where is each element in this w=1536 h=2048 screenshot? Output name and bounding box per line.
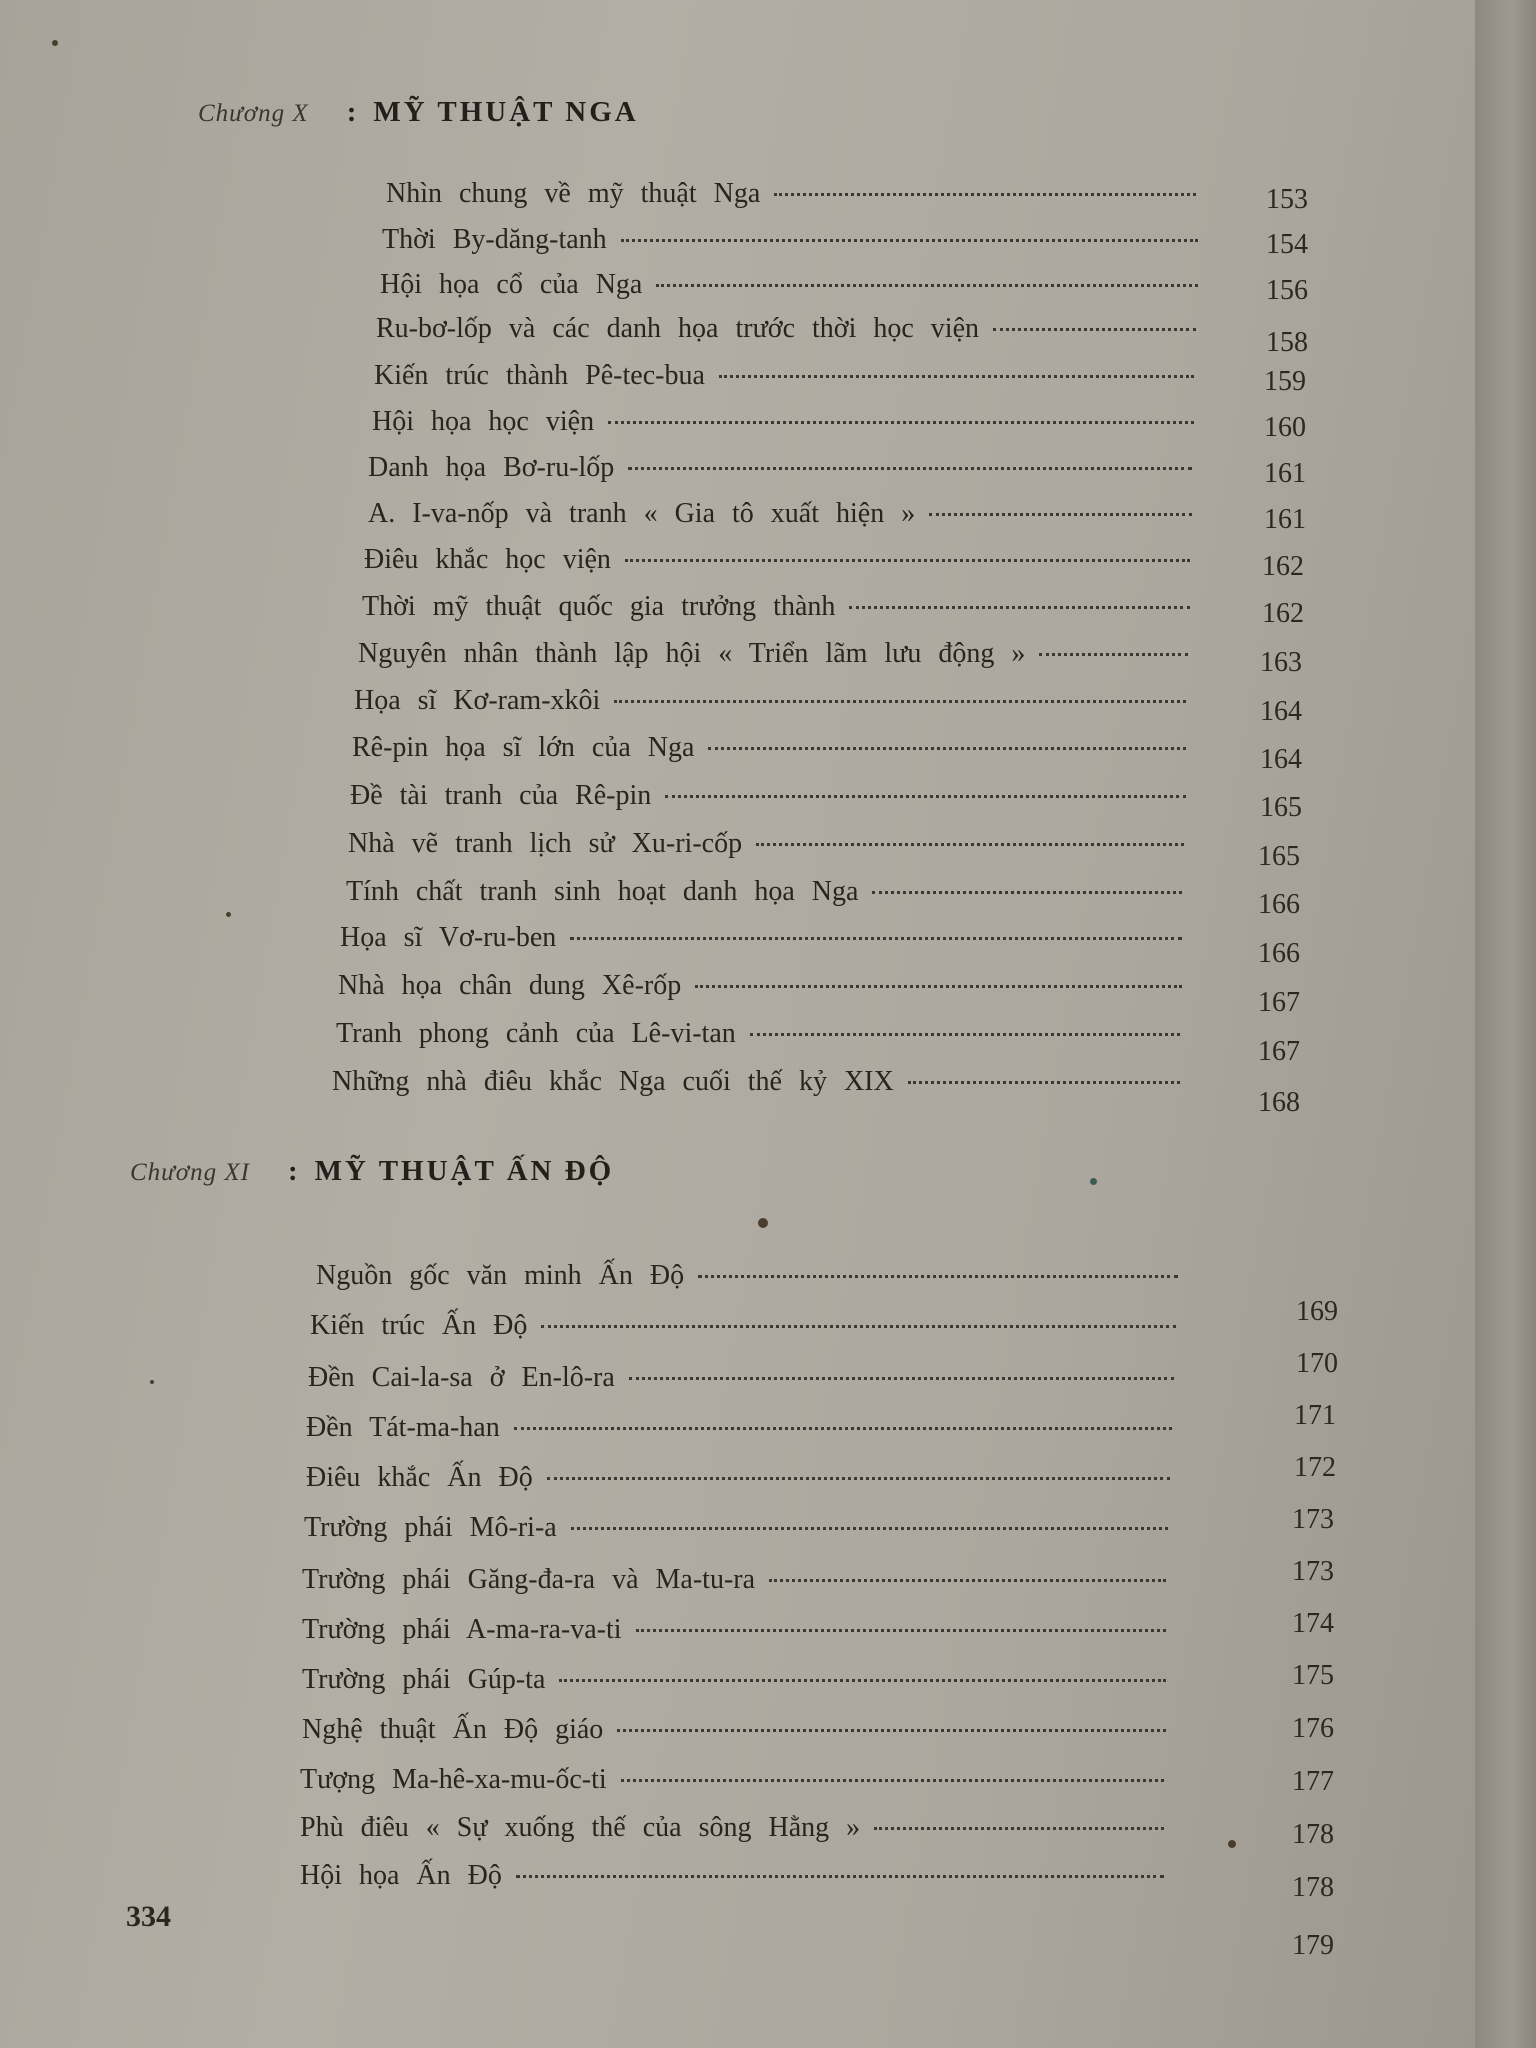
toc-entry [354, 685, 1200, 717]
toc-entry-title: Hội họa cổ của Nga [380, 269, 643, 300]
toc-page-number: 173 [1292, 1504, 1334, 1535]
dot-leader [516, 1875, 1164, 1878]
dot-leader [636, 1629, 1166, 1632]
toc-page-number: 160 [1264, 412, 1306, 443]
toc-entry-title: Nguồn gốc văn minh Ấn Độ [316, 1260, 685, 1291]
toc-entry [380, 269, 1212, 301]
dot-leader [665, 795, 1186, 798]
dot-leader [621, 239, 1198, 242]
toc-entry [302, 1564, 1180, 1596]
dot-leader [547, 1477, 1170, 1480]
chapter-title: : MỸ THUẬT NGA [346, 96, 639, 128]
toc-page-number: 171 [1294, 1400, 1336, 1431]
toc-entry-title: Thời mỹ thuật quốc gia trưởng thành [362, 591, 836, 622]
toc-entry-title: Trường phái Găng-đa-ra và Ma-tu-ra [302, 1564, 756, 1595]
toc-entry [376, 313, 1210, 345]
dot-leader [625, 559, 1190, 562]
toc-page-number: 158 [1266, 327, 1308, 358]
paper-speck [1090, 1178, 1097, 1185]
toc-entry-title: Đền Cai-la-sa ở En-lô-ra [308, 1362, 615, 1393]
toc-entry-title: Nguyên nhân thành lập hội « Triển lãm lưu động » [358, 638, 1026, 669]
toc-page-number: 167 [1258, 1036, 1300, 1067]
toc-entry-title: Những nhà điêu khắc Nga cuối thế kỷ XIX [332, 1066, 894, 1097]
toc-entry-title: Đền Tát-ma-han [306, 1412, 500, 1443]
toc-page-number: 153 [1266, 184, 1308, 215]
toc-page-number: 166 [1258, 889, 1300, 920]
dot-leader [559, 1679, 1166, 1682]
toc-entry-title: Họa sĩ Kơ-ram-xkôi [354, 685, 601, 716]
toc-page-number: 166 [1258, 938, 1300, 969]
toc-entry-title: Đề tài tranh của Rê-pin [350, 780, 652, 811]
toc-page-number: 179 [1292, 1930, 1334, 1961]
toc-page-number: 164 [1260, 744, 1302, 775]
toc-entry [304, 1512, 1182, 1544]
dot-leader [908, 1081, 1180, 1084]
paper-speck [758, 1218, 768, 1228]
toc-entry-title: Điêu khắc Ấn Độ [306, 1462, 533, 1493]
dot-leader [872, 891, 1182, 894]
toc-entry [352, 732, 1200, 764]
toc-entry-title: Nhà họa chân dung Xê-rốp [338, 970, 682, 1001]
toc-entry-title: Ru-bơ-lốp và các danh họa trước thời học viện [376, 313, 979, 344]
toc-entry-title: Rê-pin họa sĩ lớn của Nga [352, 732, 695, 763]
toc-page-number: 174 [1292, 1608, 1334, 1639]
dot-leader [750, 1033, 1180, 1036]
toc-page-number: 165 [1260, 792, 1302, 823]
toc-entry [340, 922, 1196, 954]
toc-page-number: 156 [1266, 275, 1308, 306]
dot-leader [1039, 653, 1188, 656]
toc-entry-title: Nhà vẽ tranh lịch sử Xu-ri-cốp [348, 828, 743, 859]
toc-entry [368, 452, 1206, 484]
toc-entry [300, 1812, 1178, 1844]
toc-page-number: 162 [1262, 598, 1304, 629]
toc-entry-title: Phù điêu « Sự xuống thế của sông Hằng » [300, 1812, 861, 1843]
dot-leader [514, 1427, 1172, 1430]
toc-page-number: 161 [1264, 504, 1306, 535]
paper-speck [1228, 1840, 1236, 1848]
toc-entry-title: Điêu khắc học viện [364, 544, 611, 575]
toc-entry-title: Trường phái A-ma-ra-va-ti [302, 1614, 622, 1645]
dot-leader [993, 328, 1196, 331]
toc-page-number: 176 [1292, 1713, 1334, 1744]
dot-leader [656, 284, 1198, 287]
toc-entry-title: Danh họa Bơ-ru-lốp [368, 452, 615, 483]
toc-entry [310, 1310, 1190, 1342]
toc-entry [368, 498, 1206, 530]
toc-page-number: 170 [1296, 1348, 1338, 1379]
toc-entry [332, 1066, 1194, 1098]
toc-entry-title: Hội họa học viện [372, 406, 595, 437]
toc-entry [350, 780, 1200, 812]
toc-entry [300, 1860, 1178, 1892]
toc-page-number: 162 [1262, 551, 1304, 582]
toc-entry-title: Trường phái Gúp-ta [302, 1664, 546, 1695]
toc-page-number: 169 [1296, 1296, 1338, 1327]
toc-entry [302, 1614, 1180, 1646]
toc-entry [358, 638, 1202, 670]
chapter-title-text: MỸ THUẬT ẤN ĐỘ [314, 1155, 615, 1187]
toc-entry [300, 1764, 1178, 1796]
toc-page-number: 175 [1292, 1660, 1334, 1691]
dot-leader [608, 421, 1194, 424]
dot-leader [874, 1827, 1164, 1830]
toc-entry [348, 828, 1198, 860]
dot-leader [628, 467, 1192, 470]
dot-leader [695, 985, 1182, 988]
paper-speck [150, 1380, 154, 1384]
toc-page-number: 161 [1264, 458, 1306, 489]
toc-entry-title: Tính chất tranh sinh hoạt danh họa Nga [346, 876, 859, 907]
toc-entry [336, 1018, 1194, 1050]
toc-page-number: 172 [1294, 1452, 1336, 1483]
dot-leader [708, 747, 1186, 750]
toc-entry [302, 1714, 1180, 1746]
adjacent-page-edge [1475, 0, 1536, 2048]
dot-leader [621, 1779, 1164, 1782]
dot-leader [774, 193, 1196, 196]
toc-entry [308, 1362, 1188, 1394]
toc-entry-title: Trường phái Mô-ri-a [304, 1512, 557, 1543]
dot-leader [756, 843, 1184, 846]
dot-leader [849, 606, 1190, 609]
toc-page-number: 168 [1258, 1087, 1300, 1118]
toc-entry-title: Nhìn chung về mỹ thuật Nga [386, 178, 761, 209]
toc-entry [306, 1462, 1184, 1494]
chapter-label: Chương XI [130, 1159, 250, 1186]
toc-page-number: 177 [1292, 1766, 1334, 1797]
toc-page-number: 154 [1266, 229, 1308, 260]
toc-entry-title: Thời By-dăng-tanh [382, 224, 607, 255]
chapter-heading [130, 1155, 614, 1188]
toc-entry [316, 1260, 1192, 1292]
toc-page-number: 178 [1292, 1819, 1334, 1850]
dot-leader [614, 700, 1186, 703]
toc-page-number: 164 [1260, 696, 1302, 727]
toc-entry [302, 1664, 1180, 1696]
toc-entry [306, 1412, 1186, 1444]
dot-leader [769, 1579, 1166, 1582]
dot-leader [571, 1527, 1168, 1530]
toc-entry-title: Kiến trúc Ấn Độ [310, 1310, 528, 1341]
toc-entry [364, 544, 1204, 576]
toc-entry [372, 406, 1208, 438]
toc-entry [346, 876, 1196, 908]
toc-entry-title: Nghệ thuật Ấn Độ giáo [302, 1714, 604, 1745]
chapter-title: : MỸ THUẬT ẤN ĐỘ [288, 1155, 615, 1187]
toc-page-number: 173 [1292, 1556, 1334, 1587]
toc-entry [338, 970, 1196, 1002]
toc-page-number: 165 [1258, 841, 1300, 872]
toc-entry-title: Kiến trúc thành Pê-tec-bua [374, 360, 705, 391]
dot-leader [541, 1325, 1176, 1328]
toc-entry-title: A. I-va-nốp và tranh « Gia tô xuất hiện » [368, 498, 916, 529]
toc-entry [386, 178, 1210, 210]
toc-entry-title: Hội họa Ấn Độ [300, 1860, 502, 1891]
paper-speck [226, 912, 231, 917]
chapter-label: Chương X [198, 100, 309, 127]
toc-page-number: 163 [1260, 647, 1302, 678]
toc-page-number: 159 [1264, 366, 1306, 397]
toc-page-number: 167 [1258, 987, 1300, 1018]
dot-leader [617, 1729, 1166, 1732]
dot-leader [719, 375, 1194, 378]
toc-entry [362, 591, 1204, 623]
toc-page-number: 178 [1292, 1872, 1334, 1903]
chapter-title-text: MỸ THUẬT NGA [373, 96, 639, 128]
toc-entry-title: Họa sĩ Vơ-ru-ben [340, 922, 557, 953]
dot-leader [929, 513, 1192, 516]
dot-leader [629, 1377, 1174, 1380]
toc-entry [382, 224, 1212, 256]
page-folio-number: 334 [126, 1900, 171, 1933]
dot-leader [698, 1275, 1178, 1278]
toc-entry-title: Tranh phong cảnh của Lê-vi-tan [336, 1018, 736, 1049]
dot-leader [570, 937, 1182, 940]
chapter-heading [198, 96, 639, 129]
toc-entry [374, 360, 1208, 392]
toc-entry-title: Tượng Ma-hê-xa-mu-ốc-ti [300, 1764, 607, 1795]
paper-speck [52, 40, 58, 46]
